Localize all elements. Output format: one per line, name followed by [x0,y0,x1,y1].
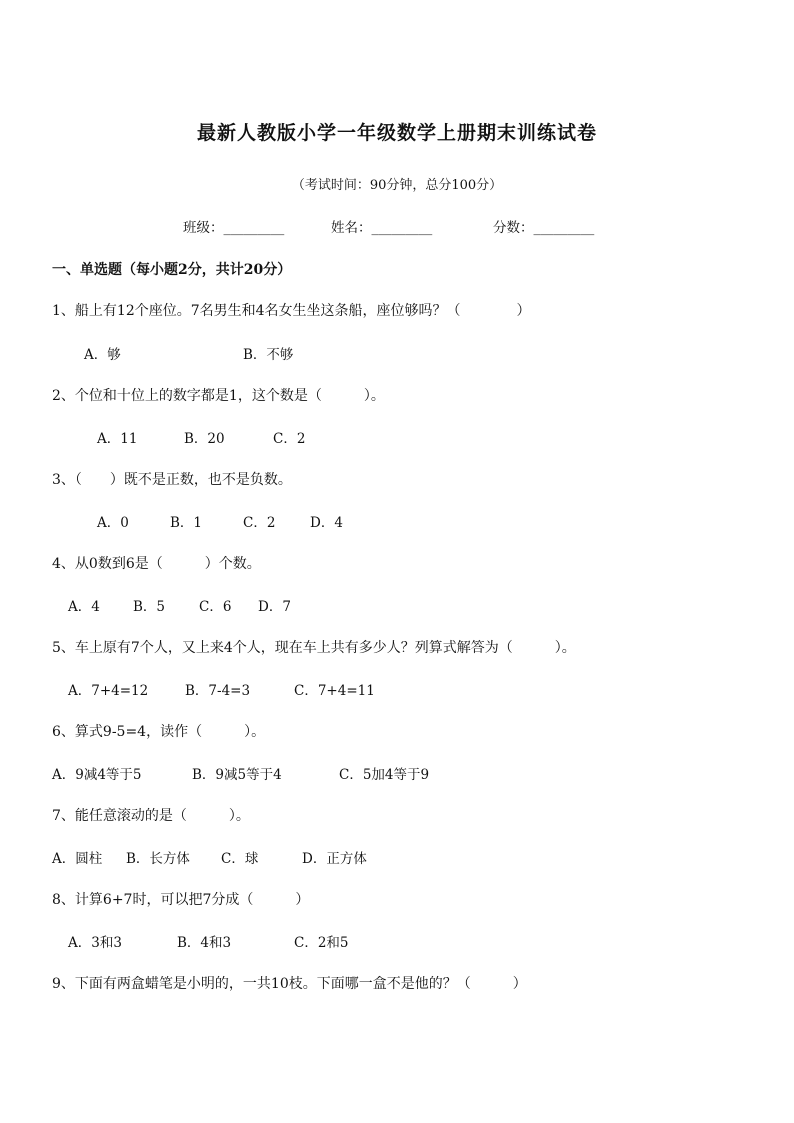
question-9: 9、下面有两盒蜡笔是小明的，一共10枝。下面哪一盒不是他的？（ ） [52,976,527,992]
q4-option-a: A．4 [68,599,100,615]
q6-option-c: C．5加4等于9 [339,767,430,783]
score-field: 分数：_________ [493,220,595,236]
q4-option-b: B．5 [133,599,166,615]
q8-option-b: B．4和3 [177,935,232,951]
question-2: 2、个位和十位上的数字都是1，这个数是（ ）。 [52,388,385,404]
name-field: 姓名：_________ [331,220,433,236]
q3-option-c: C．2 [243,515,276,531]
question-1: 1、船上有12个座位。7名男生和4名女生坐这条船，座位够吗？（ ） [52,303,531,319]
q6-option-b: B．9减5等于4 [192,767,282,783]
q7-option-c: C．球 [221,851,259,867]
q3-option-d: D．4 [310,515,343,531]
page-title: 最新人教版小学一年级数学上册期末训练试卷 [196,122,597,144]
exam-subtitle: （考试时间：90分钟，总分100分） [291,178,503,193]
q8-option-a: A．3和3 [68,935,122,951]
q1-option-b: B．不够 [243,347,294,363]
q1-option-a: A．够 [84,347,121,363]
q7-option-a: A．圆柱 [52,851,103,867]
q8-option-c: C．2和5 [294,935,349,951]
q5-option-a: A．7+4=12 [68,683,149,699]
q2-option-b: B．20 [184,431,225,447]
q4-option-c: C．6 [199,599,232,615]
question-6: 6、算式9-5=4，读作（ ）。 [52,724,266,740]
section-heading: 一、单选题（每小题2分，共计20分） [52,262,292,278]
question-4: 4、从0数到6是（ ）个数。 [52,556,261,572]
q2-option-a: A．11 [97,431,138,447]
q7-option-b: B．长方体 [126,851,190,867]
q6-option-a: A．9减4等于5 [52,767,142,783]
question-5: 5、车上原有7个人，又上来4个人，现在车上共有多少人？列算式解答为（ ）。 [52,640,576,656]
q3-option-b: B．1 [170,515,203,531]
q3-option-a: A．0 [97,515,129,531]
q5-option-c: C．7+4=11 [294,683,375,699]
question-3: 3、（ ）既不是正数，也不是负数。 [52,472,292,488]
q7-option-d: D．正方体 [302,851,367,867]
class-field: 班级：_________ [183,220,285,236]
q2-option-c: C．2 [273,431,306,447]
question-7: 7、能任意滚动的是（ ）。 [52,808,250,824]
question-8: 8、计算6+7时，可以把7分成（ ） [52,892,310,908]
q4-option-d: D．7 [258,599,291,615]
q5-option-b: B．7-4=3 [185,683,251,699]
